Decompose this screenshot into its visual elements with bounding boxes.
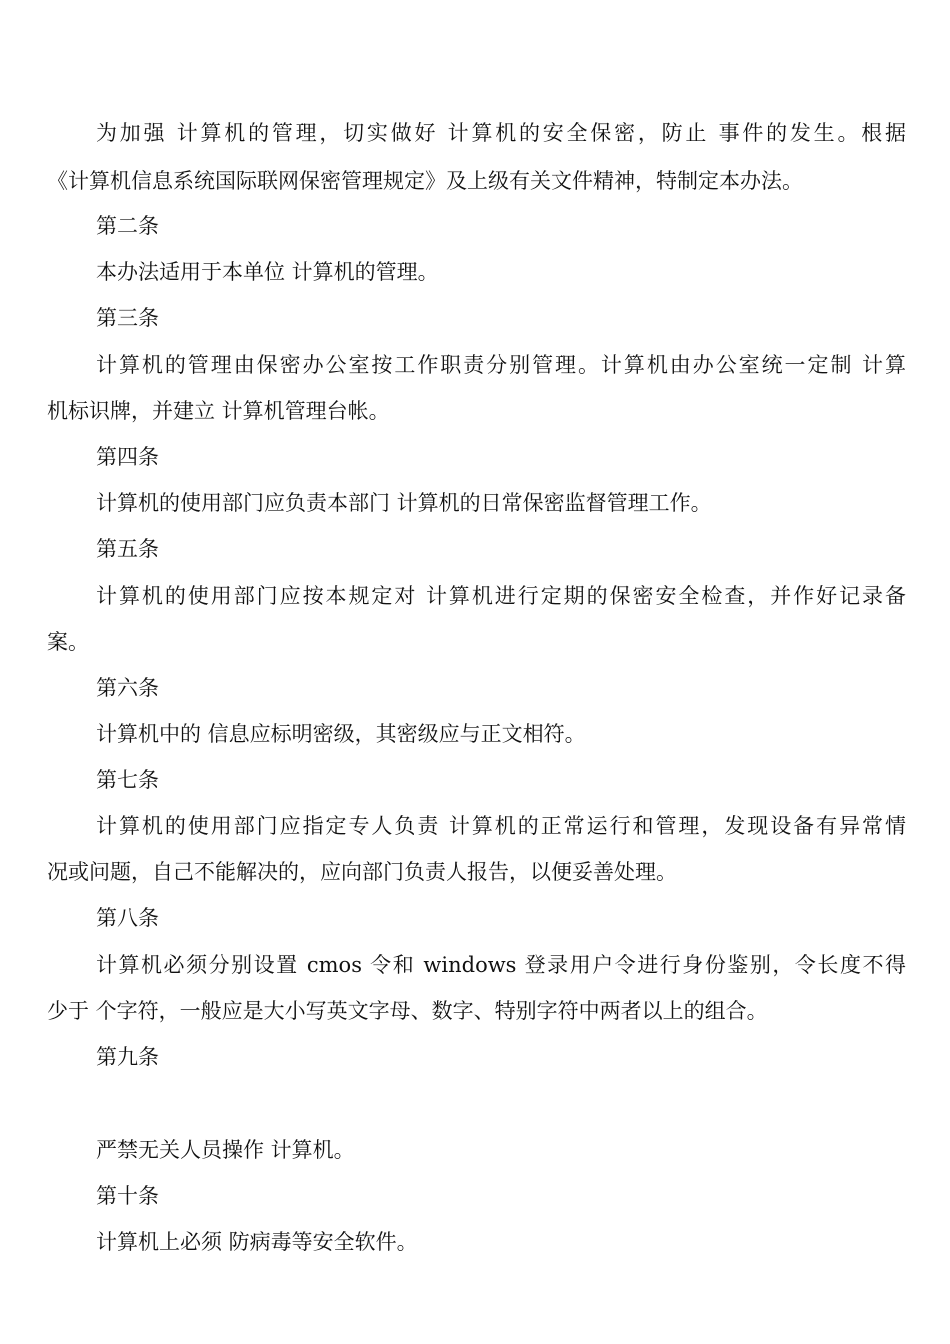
paragraph-line: 计算机上必须 防病毒等安全软件。 — [96, 1230, 418, 1254]
article-heading: 第十条 — [96, 1184, 159, 1208]
paragraph-line: 少于 个字符，一般应是大小写英文字母、数字、特别字符中两者以上的组合。 — [47, 999, 768, 1023]
paragraph-line: 案。 — [47, 630, 89, 654]
paragraph-line: 况或问题，自己不能解决的，应向部门负责人报告，以便妥善处理。 — [47, 860, 677, 884]
paragraph-line: 机标识牌，并建立 计算机管理台帐。 — [47, 399, 390, 423]
paragraph-line: 计算机的使用部门应指定专人负责 计算机的正常运行和管理，发现设备有异常情 — [96, 814, 906, 838]
article-heading: 第二条 — [96, 214, 159, 238]
article-heading: 第四条 — [96, 445, 159, 469]
paragraph-line: 计算机的使用部门应负责本部门 计算机的日常保密监督管理工作。 — [96, 491, 712, 515]
paragraph-line: 计算机的管理由保密办公室按工作职责分别管理。计算机由办公室统一定制 计算 — [96, 353, 906, 377]
paragraph-line: 本办法适用于本单位 计算机的管理。 — [96, 260, 439, 284]
paragraph-line: 严禁无关人员操作 计算机。 — [96, 1138, 355, 1162]
paragraph-line: 计算机中的 信息应标明密级，其密级应与正文相符。 — [96, 722, 586, 746]
article-heading: 第三条 — [96, 306, 159, 330]
article-heading: 第五条 — [96, 537, 159, 561]
paragraph-line: 计算机的使用部门应按本规定对 计算机进行定期的保密安全检查，并作好记录备 — [96, 584, 906, 608]
paragraph-line: 《计算机信息系统国际联网保密管理规定》及上级有关文件精神，特制定本办法。 — [47, 169, 803, 193]
article-heading: 第九条 — [96, 1045, 159, 1069]
article-heading: 第八条 — [96, 906, 159, 930]
article-heading: 第六条 — [96, 676, 159, 700]
article-heading: 第七条 — [96, 768, 159, 792]
paragraph-line: 计算机必须分别设置 cmos 令和 windows 登录用户令进行身份鉴别，令长度不得 — [96, 953, 906, 977]
paragraph-line: 为加强 计算机的管理，切实做好 计算机的安全保密，防止 事件的发生。根据 — [96, 121, 906, 145]
